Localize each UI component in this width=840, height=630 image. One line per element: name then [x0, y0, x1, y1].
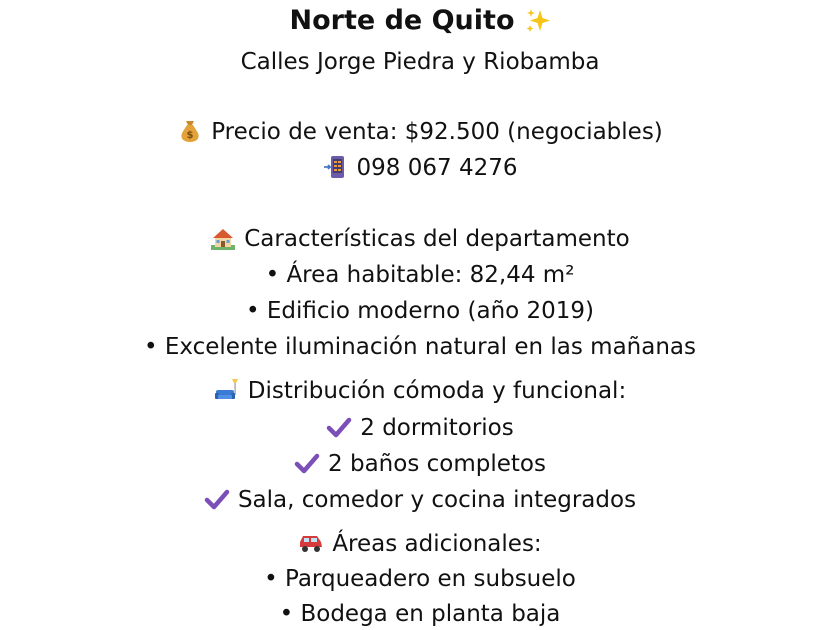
feature-item [0, 332, 840, 362]
additional-item [0, 599, 840, 629]
phone-line [0, 153, 840, 183]
address-text: Calles Jorge Piedra y Riobamba [240, 49, 600, 75]
distribution-heading: Distribución cómoda y funcional: [247, 378, 627, 404]
listing-title-row [0, 4, 840, 38]
svg-text:$: $ [186, 130, 194, 141]
additional-heading: Áreas adicionales: [332, 531, 542, 557]
distribution-item-text: 2 dormitorios [360, 415, 514, 441]
check-mark-icon [326, 414, 352, 440]
distribution-item [0, 485, 840, 515]
couch-lamp-icon [214, 377, 240, 403]
address-line [0, 47, 840, 77]
feature-item [0, 296, 840, 326]
check-mark-icon [294, 450, 320, 476]
distribution-item-text: Sala, comedor y cocina integrados [237, 487, 637, 513]
listing-title: Norte de Quito [289, 5, 515, 36]
phone-number: 098 067 4276 [356, 155, 518, 181]
feature-item [0, 260, 840, 290]
features-heading-line [0, 224, 840, 254]
additional-heading-line [0, 529, 840, 559]
additional-item [0, 564, 840, 594]
feature-item-text: • Área habitable: 82,44 m² [265, 262, 575, 288]
price-line [0, 117, 840, 147]
sparkles-icon [525, 8, 551, 34]
mobile-phone-icon [323, 154, 349, 180]
distribution-item-text: 2 baños completos [328, 451, 546, 477]
distribution-heading-line [0, 376, 840, 406]
feature-item-text: • Edificio moderno (año 2019) [245, 298, 595, 324]
distribution-item [0, 413, 840, 443]
distribution-item [0, 449, 840, 479]
house-icon [210, 225, 236, 251]
features-heading: Características del departamento [244, 226, 630, 252]
additional-item-text: • Parqueadero en subsuelo [264, 566, 576, 592]
price-text: Precio de venta: $92.500 (negociables) [211, 119, 663, 145]
check-mark-icon [204, 486, 230, 512]
car-icon [298, 530, 324, 556]
additional-item-text: • Bodega en planta baja [279, 601, 561, 627]
money-bag-icon [177, 118, 203, 144]
feature-item-text: • Excelente iluminación natural en las mañanas [144, 334, 696, 360]
